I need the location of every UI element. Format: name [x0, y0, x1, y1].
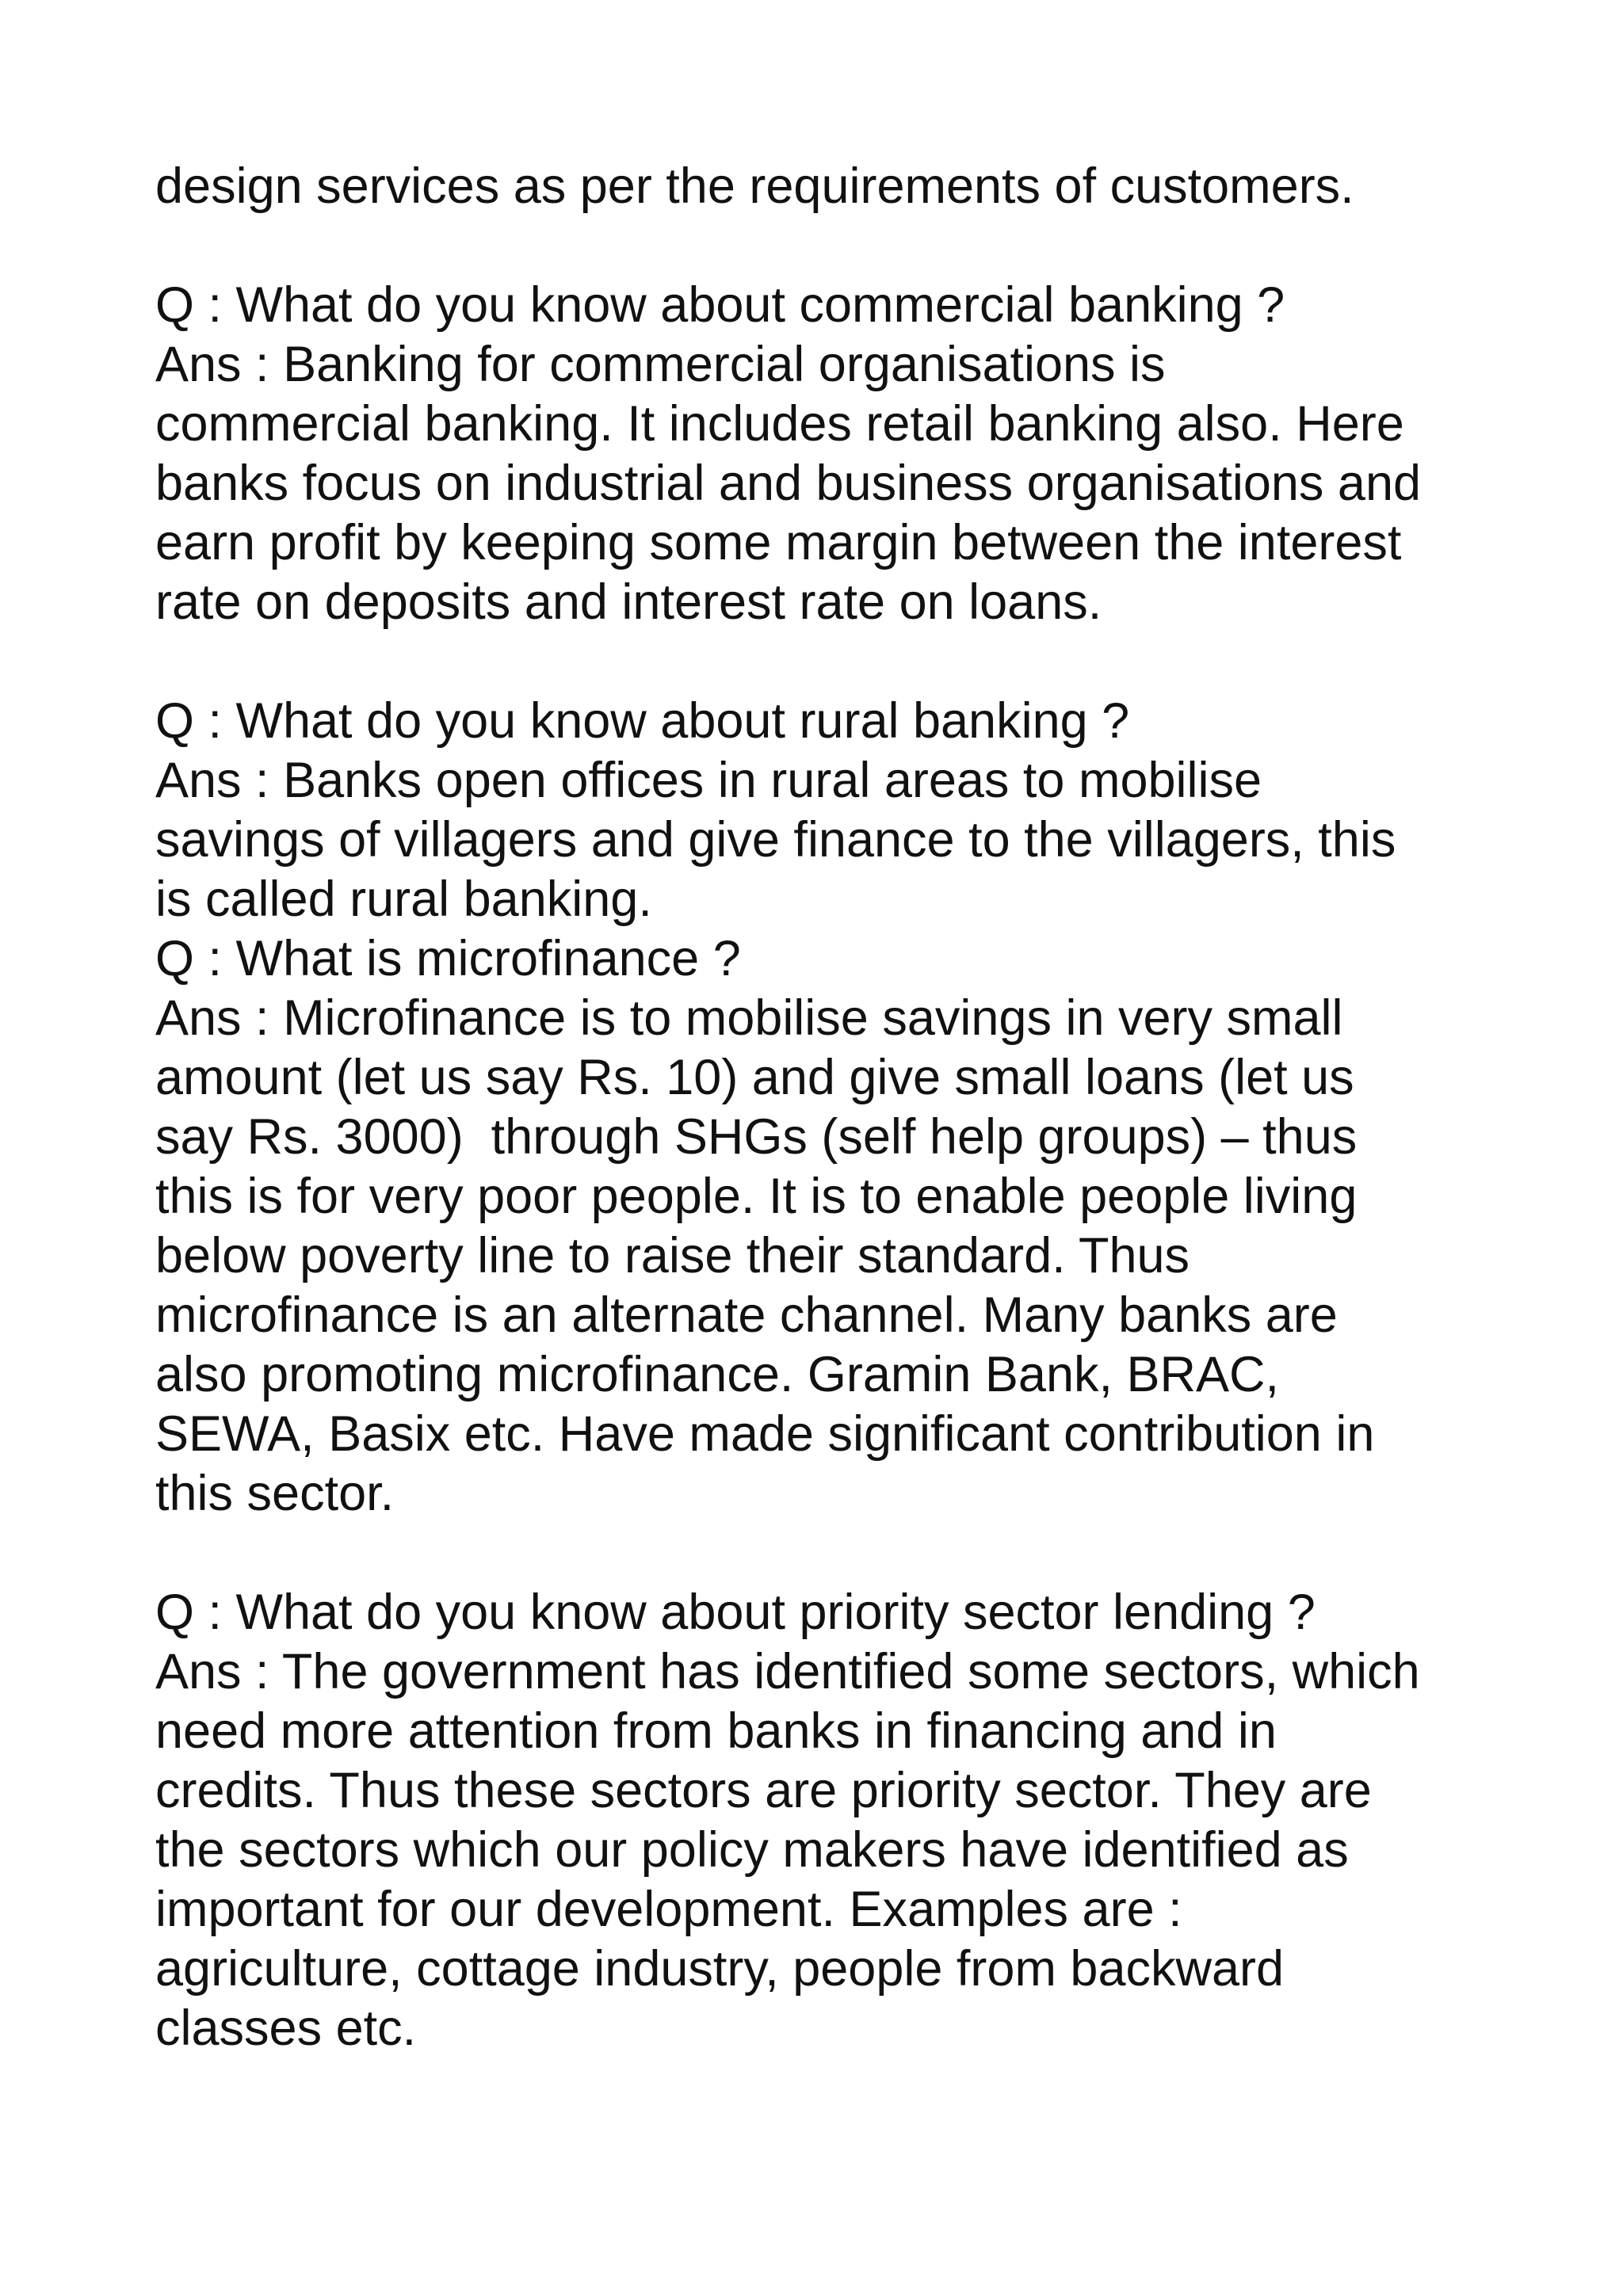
question-microfinance: Q : What is microfinance ?	[155, 931, 741, 986]
answer-line: this sector.	[155, 1466, 395, 1521]
continuation-line: design services as per the requirements of customers.	[155, 158, 1354, 214]
paragraph-spacer	[155, 1524, 1550, 1583]
answer-line: savings of villagers and give finance to the villagers, this	[155, 812, 1396, 868]
paragraph-spacer	[155, 632, 1550, 692]
answer-line: microfinance is an alternate channel. Many banks are	[155, 1287, 1338, 1343]
answer-line: commercial banking. It includes retail banking also. Here	[155, 396, 1404, 452]
answer-line: this is for very poor people. It is to enable people living	[155, 1169, 1358, 1224]
question-rural-banking: Q : What do you know about rural banking ?	[155, 693, 1130, 749]
answer-line: rate on deposits and interest rate on loans.	[155, 574, 1102, 630]
answer-line: credits. Thus these sectors are priority sector. They are	[155, 1763, 1372, 1818]
answer-line: agriculture, cottage industry, people from backward	[155, 1941, 1285, 1997]
paragraph-spacer	[155, 216, 1550, 276]
answer-line: earn profit by keeping some margin between the interest	[155, 515, 1402, 570]
answer-line: important for our development. Examples are :	[155, 1882, 1182, 1937]
answer-line: Ans : The government has identified some sectors, which	[155, 1644, 1420, 1699]
document-body	[155, 157, 1550, 2058]
answer-line: banks focus on industrial and business organisations and	[155, 456, 1422, 511]
answer-line: SEWA, Basix etc. Have made significant contribution in	[155, 1406, 1375, 1462]
answer-line: below poverty line to raise their standard. Thus	[155, 1228, 1190, 1283]
answer-line: Ans : Microfinance is to mobilise savings in very small	[155, 990, 1343, 1046]
answer-line: also promoting microfinance. Gramin Bank, BRAC,	[155, 1347, 1280, 1402]
answer-line: the sectors which our policy makers have identified as	[155, 1822, 1349, 1878]
answer-line: Ans : Banks open offices in rural areas to mobilise	[155, 753, 1262, 808]
answer-line: is called rural banking.	[155, 871, 652, 927]
answer-line: say Rs. 3000) through SHGs (self help groups) – thus	[155, 1109, 1358, 1165]
answer-line: classes etc.	[155, 2000, 417, 2056]
answer-line: need more attention from banks in financing and in	[155, 1703, 1277, 1759]
question-commercial-banking: Q : What do you know about commercial banking ?	[155, 277, 1285, 333]
question-priority-sector-lending: Q : What do you know about priority sector lending ?	[155, 1585, 1316, 1640]
answer-line: Ans : Banking for commercial organisations is	[155, 337, 1166, 392]
answer-line: amount (let us say Rs. 10) and give small loans (let us	[155, 1050, 1354, 1105]
